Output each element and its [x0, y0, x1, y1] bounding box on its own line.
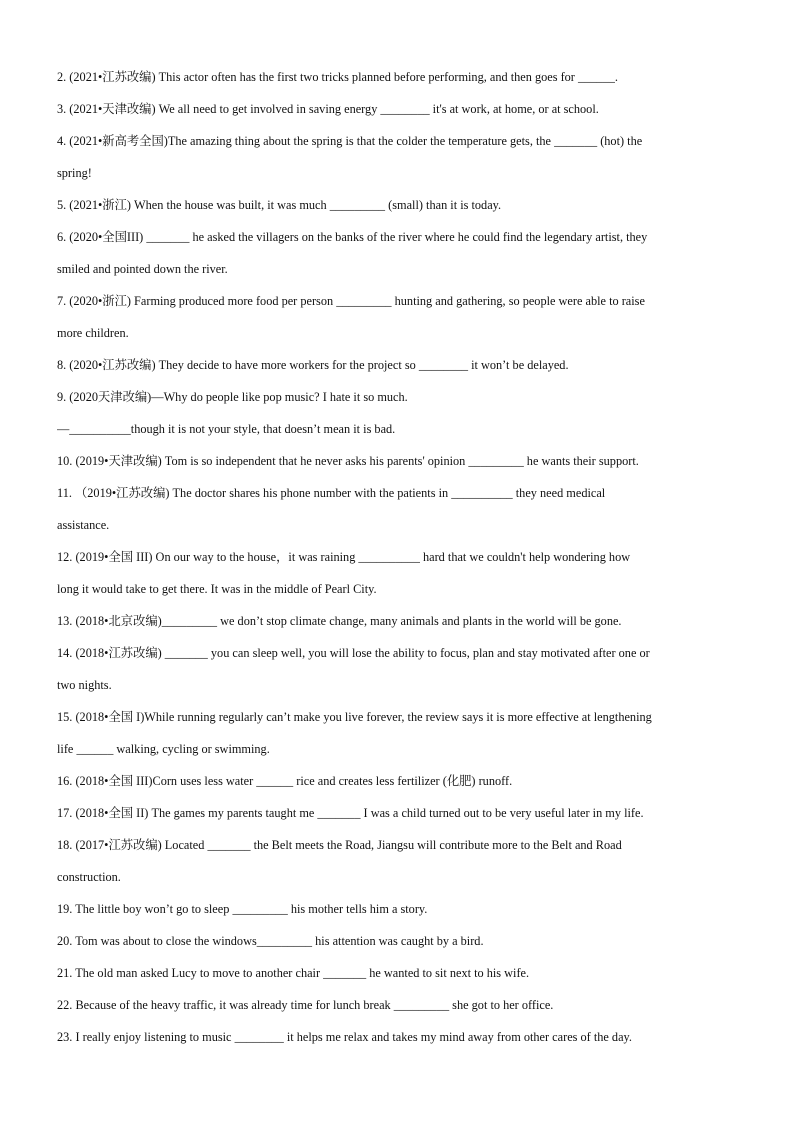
- text-line: more children.: [57, 326, 129, 340]
- text-line: 5. (2021•浙江) When the house was built, it was much _________ (small) than it is today.: [57, 198, 502, 212]
- text-line: 11. （2019•江苏改编) The doctor shares his phone number with the patients in __________ they need medical: [57, 486, 606, 500]
- exercise-list: [57, 61, 747, 1053]
- text-line: 8. (2020•江苏改编) They decide to have more workers for the project so ________ it won’t be delayed.: [57, 358, 569, 372]
- text-line: construction.: [57, 870, 121, 884]
- text-line: smiled and pointed down the river.: [57, 262, 228, 276]
- text-line: 2. (2021•江苏改编) This actor often has the first two tricks planned before performing, and then goes for ______.: [57, 70, 618, 84]
- text-line: life ______ walking, cycling or swimming.: [57, 742, 270, 756]
- text-line: 9. (2020天津改编)—Why do people like pop music? I hate it so much.: [57, 390, 408, 404]
- text-line: assistance.: [57, 518, 110, 532]
- text-line: 6. (2020•全国III) _______ he asked the villagers on the banks of the river where he could find the legendary artist, they: [57, 230, 648, 244]
- text-line: 18. (2017•江苏改编) Located _______ the Belt meets the Road, Jiangsu will contribute more to the Belt and Road: [57, 838, 622, 852]
- text-line: 21. The old man asked Lucy to move to another chair _______ he wanted to sit next to his wife.: [57, 966, 530, 980]
- text-line: 7. (2020•浙江) Farming produced more food per person _________ hunting and gathering, so people were able to raise: [57, 294, 645, 308]
- text-line: 13. (2018•北京改编)_________ we don’t stop climate change, many animals and plants in the world will be gone.: [57, 614, 622, 628]
- text-line: 15. (2018•全国 I)While running regularly can’t make you live forever, the review says it is more effective at lengthening: [57, 710, 652, 724]
- text-line: 4. (2021•新高考全国)The amazing thing about the spring is that the colder the temperature gets, the _______ (hot) the: [57, 134, 643, 148]
- text-line: 20. Tom was about to close the windows_________ his attention was caught by a bird.: [57, 934, 484, 948]
- text-line: 16. (2018•全国 III)Corn uses less water ______ rice and creates less fertilizer (化肥) runoff.: [57, 774, 513, 788]
- text-line: 3. (2021•天津改编) We all need to get involved in saving energy ________ it's at work, at home, or at school.: [57, 102, 599, 116]
- text-line: 10. (2019•天津改编) Tom is so independent that he never asks his parents' opinion _________ he wants their support.: [57, 454, 639, 468]
- text-line: —__________though it is not your style, that doesn’t mean it is bad.: [57, 422, 396, 436]
- text-line: 12. (2019•全国 III) On our way to the house，it was raining __________ hard that we couldn't help wondering how: [57, 550, 631, 564]
- text-line: 19. The little boy won’t go to sleep _________ his mother tells him a story.: [57, 902, 428, 916]
- text-line: two nights.: [57, 678, 112, 692]
- text-line: 22. Because of the heavy traffic, it was already time for lunch break _________ she got to her office.: [57, 998, 554, 1012]
- text-line: long it would take to get there. It was in the middle of Pearl City.: [57, 582, 377, 596]
- text-line: spring!: [57, 166, 92, 180]
- text-line: 17. (2018•全国 II) The games my parents taught me _______ I was a child turned out to be very useful later in my life.: [57, 806, 644, 820]
- text-line: 14. (2018•江苏改编) _______ you can sleep well, you will lose the ability to focus, plan and stay motivated after one or: [57, 646, 650, 660]
- text-line: 23. I really enjoy listening to music ________ it helps me relax and takes my mind away from other cares of the day.: [57, 1030, 632, 1044]
